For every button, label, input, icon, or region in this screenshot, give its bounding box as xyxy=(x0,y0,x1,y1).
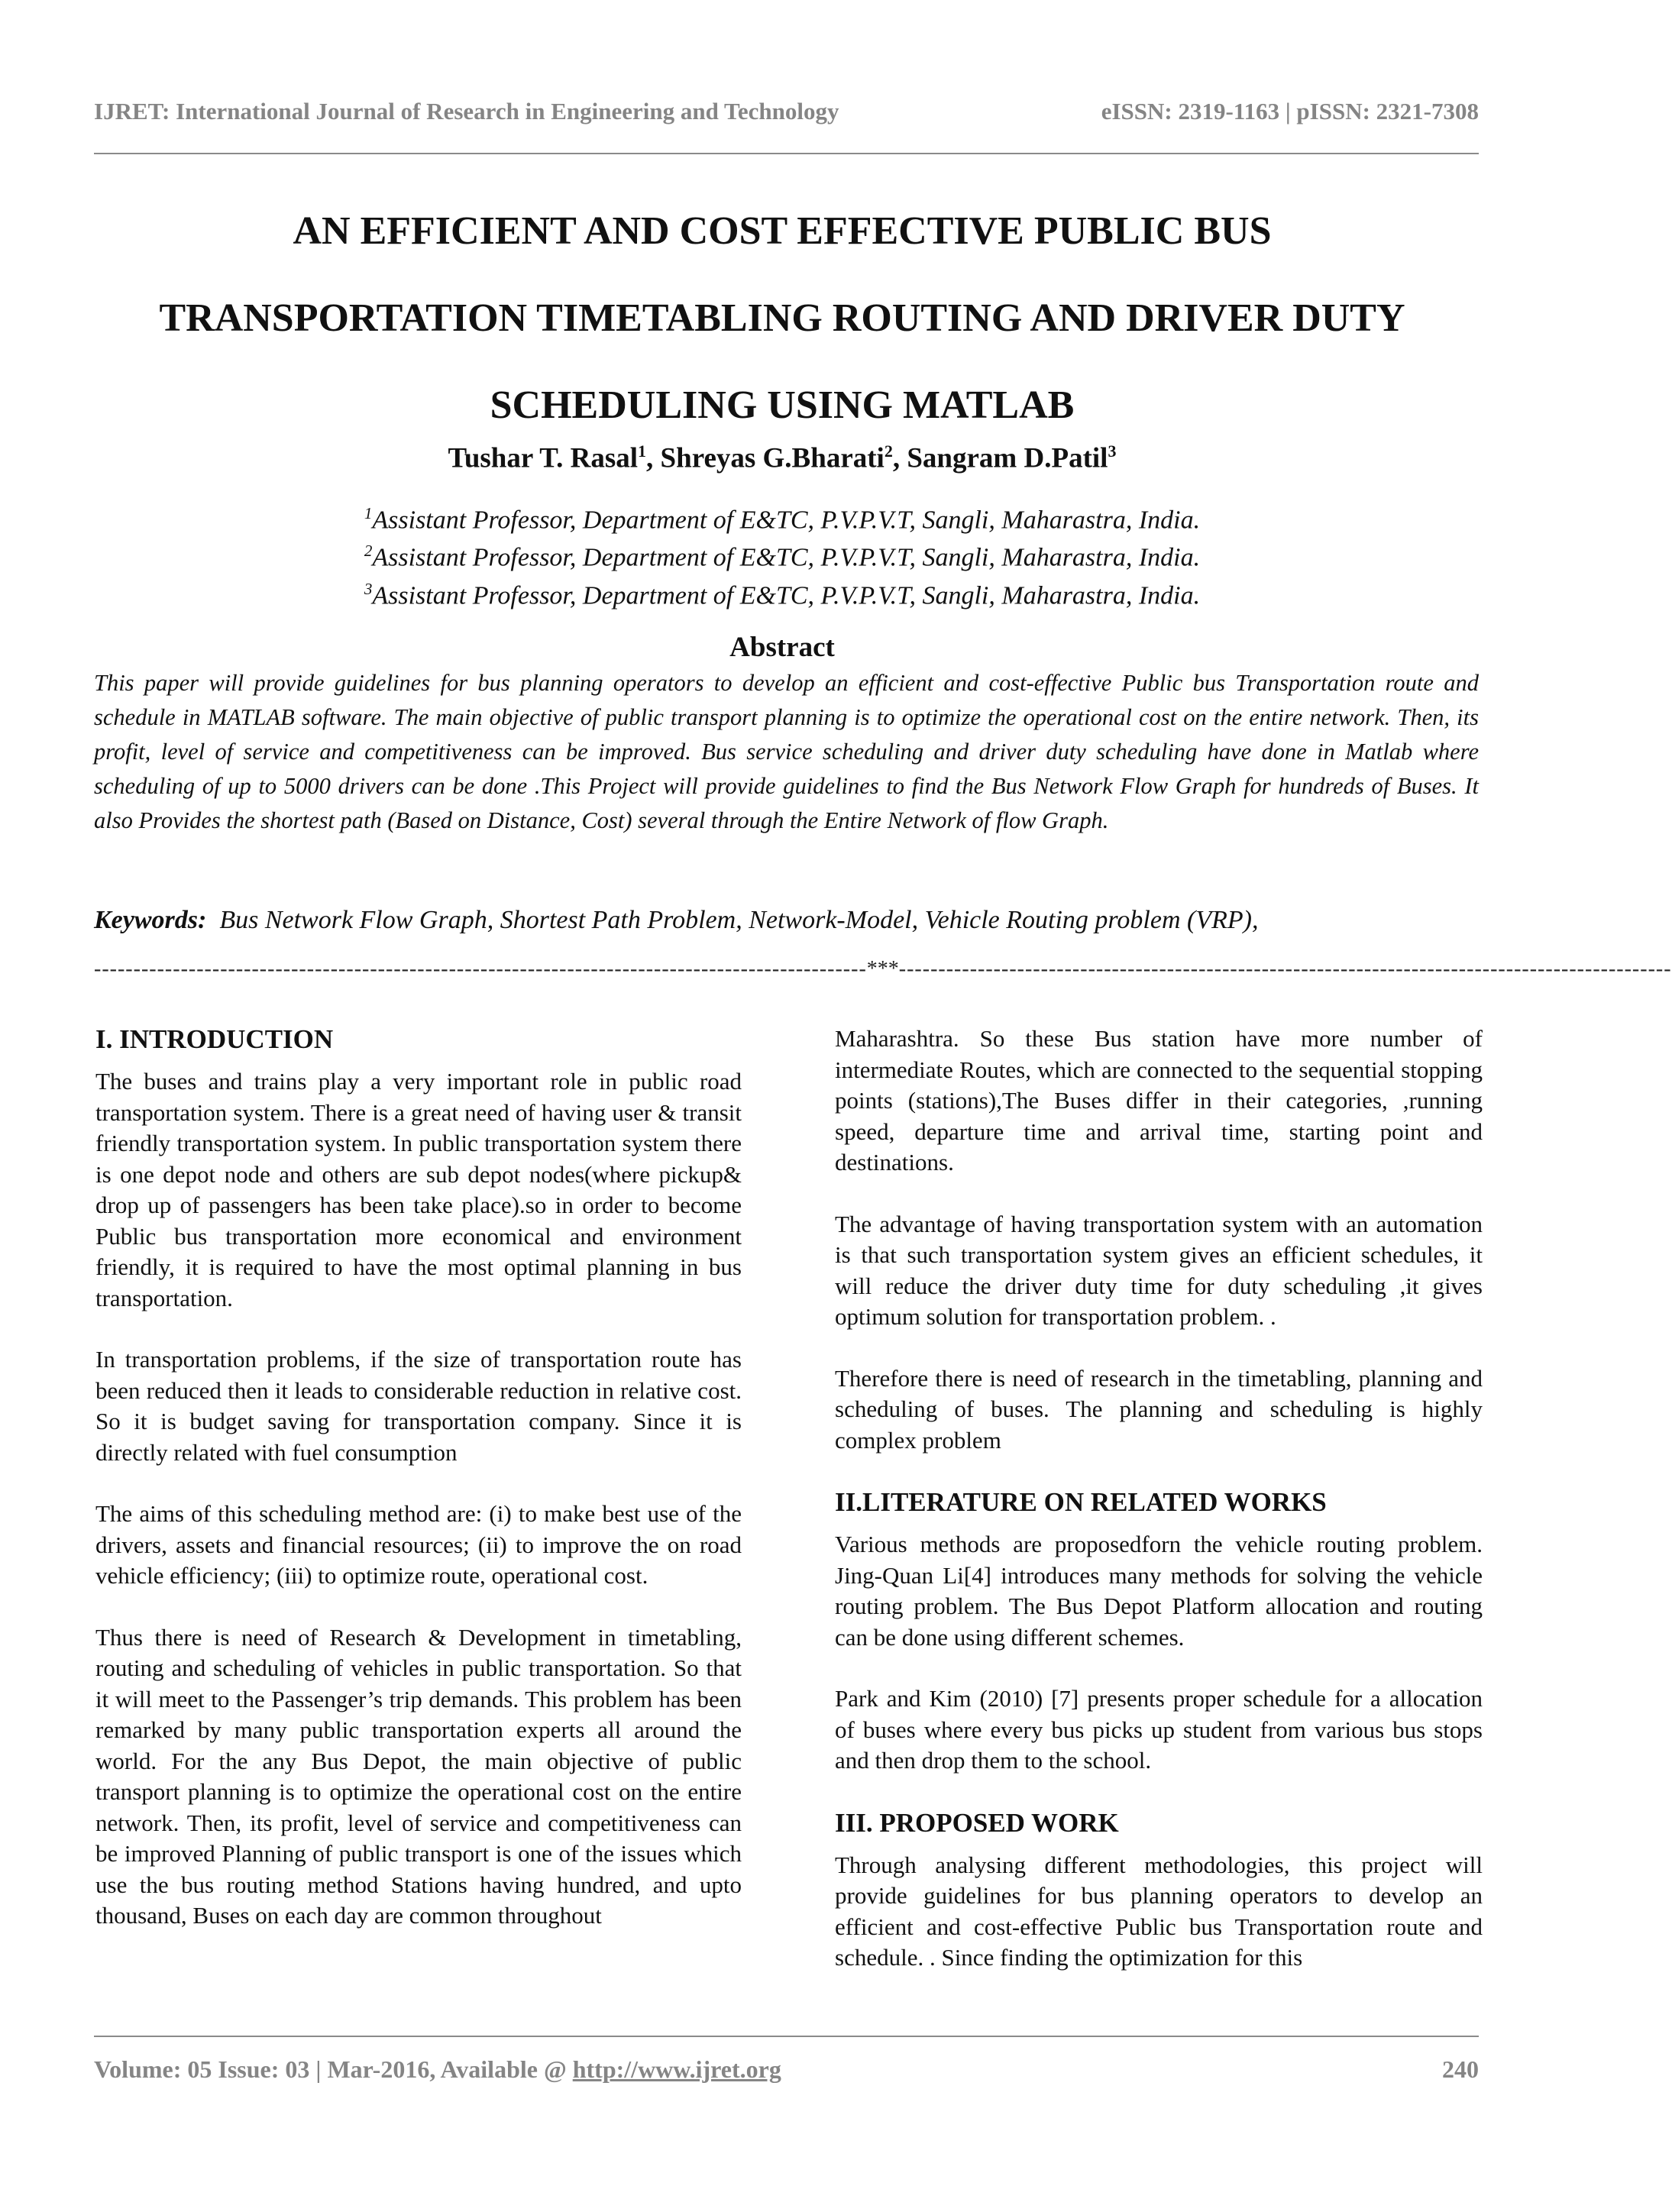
intro-paragraph-3: The aims of this scheduling method are: (i) to make best use of the drivers, assets and financial resources; (ii) to improve the on road vehicle efficiency; (iii) to optimize route, operational cost. xyxy=(95,1500,742,1589)
author-1-sup: 1 xyxy=(638,441,647,461)
author-1-name: Tushar T. Rasal xyxy=(448,442,639,474)
footer-volume-text: Volume: 05 Issue: 03 | Mar-2016, Available @ xyxy=(94,2055,573,2083)
affiliation-3-sup: 3 xyxy=(364,579,373,598)
keywords-label: Keywords: xyxy=(94,906,207,934)
left-column xyxy=(95,1024,742,1962)
page-number: 240 xyxy=(1442,2055,1479,2083)
right-column xyxy=(835,1024,1483,2004)
intro-paragraph-1: The buses and trains play a very important role in public road transportation system. There is a great need of having user & transit friendly transportation system. In public transportation system there is one depot node and others are sub depot nodes(where pickup& drop up of passengers has been take place).so in order to become Public bus transportation more economical and environment friendly, it is required to have the most optimal planning in bus transportation. xyxy=(95,1068,742,1311)
affiliation-2-text: Assistant Professor, Department of E&TC, P.V.P.V.T, Sangli, Maharastra, India. xyxy=(372,543,1201,572)
intro-heading: I. INTRODUCTION xyxy=(95,1024,334,1054)
paper-title xyxy=(84,188,1480,449)
title-line-1: AN EFFICIENT AND COST EFFECTIVE PUBLIC BUS xyxy=(293,209,1272,253)
title-line-2: TRANSPORTATION TIMETABLING ROUTING AND DRIVER DUTY xyxy=(159,296,1405,340)
abstract-heading: Abstract xyxy=(729,632,835,663)
intro-paragraph-5: Maharashtra. So these Bus station have more number of intermediate Routes, which are connected to the sequential stopping points (stations),The Buses differ in their categories, ,running speed, departure time and arrival time, starting point and destinations. xyxy=(835,1025,1483,1176)
author-3-sup: 3 xyxy=(1108,441,1117,461)
journal-name: IJRET: International Journal of Research in Engineering and Technology xyxy=(94,98,839,125)
intro-paragraph-6: The advantage of having transportation system with an automation is that such transportation system gives an efficient schedules, it will reduce the driver duty time for duty scheduling ,it gives optimum solution for transportation problem. . xyxy=(835,1210,1483,1330)
affiliation-1 xyxy=(0,498,1564,535)
author-3-name: Sangram D.Patil xyxy=(907,442,1108,474)
proposed-paragraph-1: Through analysing different methodologies, this project will provide guidelines for bus planning operators to develop an efficient and cost-effective Public bus Transportation route and schedule. . Since finding the optimization for this xyxy=(835,1851,1483,1971)
author-list xyxy=(0,441,1564,474)
separator-mark: *** xyxy=(866,957,899,981)
intro-paragraph-7: Therefore there is need of research in the timetabling, planning and scheduling of buses. The planning and scheduling is highly complex problem xyxy=(835,1364,1483,1454)
separator-dashes-left: -------------------------------------------------------------------------------------------------- xyxy=(94,957,867,981)
journal-website-link[interactable]: http://www.ijret.org xyxy=(572,2055,781,2083)
header-rule xyxy=(94,153,1479,154)
intro-paragraph-4: Thus there is need of Research & Development in timetabling, routing and scheduling of vehicles in public transportation. So that it will meet to the Passenger’s trip demands. This problem has been remarked by many public transportation experts all around the world. For the any Bus Depot, the main objective of public transport planning is to optimize the operational cost on the entire network. Then, its profit, level of service and competitiveness can be improved Planning of public transport is one of the issues which use the bus routing method Stations having hundred, and upto thousand, Buses on each day are common throughout xyxy=(95,1623,742,1929)
footer-rule xyxy=(94,2036,1479,2037)
separator-dashes-right: -------------------------------------------------------------------------------------------------- xyxy=(898,957,1672,981)
running-footer xyxy=(94,2051,1479,2087)
title-line-3: SCHEDULING USING MATLAB xyxy=(490,383,1075,427)
author-sep: , xyxy=(892,442,907,474)
author-2-sup: 2 xyxy=(884,441,893,461)
author-2-name: Shreyas G.Bharati xyxy=(660,442,885,474)
affiliation-1-text: Assistant Professor, Department of E&TC, P.V.P.V.T, Sangli, Maharastra, India. xyxy=(372,506,1201,535)
keywords-text: Bus Network Flow Graph, Shortest Path Problem, Network-Model, Vehicle Routing problem (VRP), xyxy=(219,906,1259,934)
proposed-heading: III. PROPOSED WORK xyxy=(835,1807,1119,1838)
affiliation-2 xyxy=(0,535,1564,573)
running-header xyxy=(94,93,1479,130)
author-sep: , xyxy=(646,442,661,474)
literature-paragraph-2: Park and Kim (2010) [7] presents proper schedule for a allocation of buses where every bus picks up student from various bus stops and then drop them to the school. xyxy=(835,1685,1483,1774)
keywords xyxy=(94,906,1479,935)
intro-paragraph-2: In transportation problems, if the size of transportation route has been reduced then it leads to considerable reduction in relative cost. So it is budget saving for transportation company. Since it is directly related with fuel consumption xyxy=(95,1346,742,1466)
literature-heading: II.LITERATURE ON RELATED WORKS xyxy=(835,1487,1327,1517)
section-separator xyxy=(94,956,1672,982)
footer-volume xyxy=(94,2055,781,2084)
affiliation-2-sup: 2 xyxy=(364,542,373,561)
issn-numbers: eISSN: 2319-1163 | pISSN: 2321-7308 xyxy=(1101,98,1479,125)
literature-paragraph-1: Various methods are proposedforn the vehicle routing problem. Jing-Quan Li[4] introduces many methods for solving the vehicle routing problem. The Bus Depot Platform allocation and routing can be done using different schemes. xyxy=(835,1531,1483,1651)
affiliation-3 xyxy=(0,574,1564,611)
affiliation-1-sup: 1 xyxy=(364,504,373,522)
abstract-body: This paper will provide guidelines for bus planning operators to develop an efficient and cost-effective Public bus Transportation route and schedule in MATLAB software. The main objective of public transport planning is to optimize the operational cost on the entire network. Then, its profit, level of service and competitiveness can be improved. Bus service scheduling and driver duty scheduling have done in Matlab where scheduling of up to 5000 drivers can be done .This Project will provide guidelines to find the Bus Network Flow Graph for hundreds of Buses. It also Provides the shortest path (Based on Distance, Cost) several through the Entire Network of flow Graph. xyxy=(94,670,1479,833)
affiliation-3-text: Assistant Professor, Department of E&TC, P.V.P.V.T, Sangli, Maharastra, India. xyxy=(372,580,1201,610)
affiliation-list xyxy=(0,498,1564,611)
